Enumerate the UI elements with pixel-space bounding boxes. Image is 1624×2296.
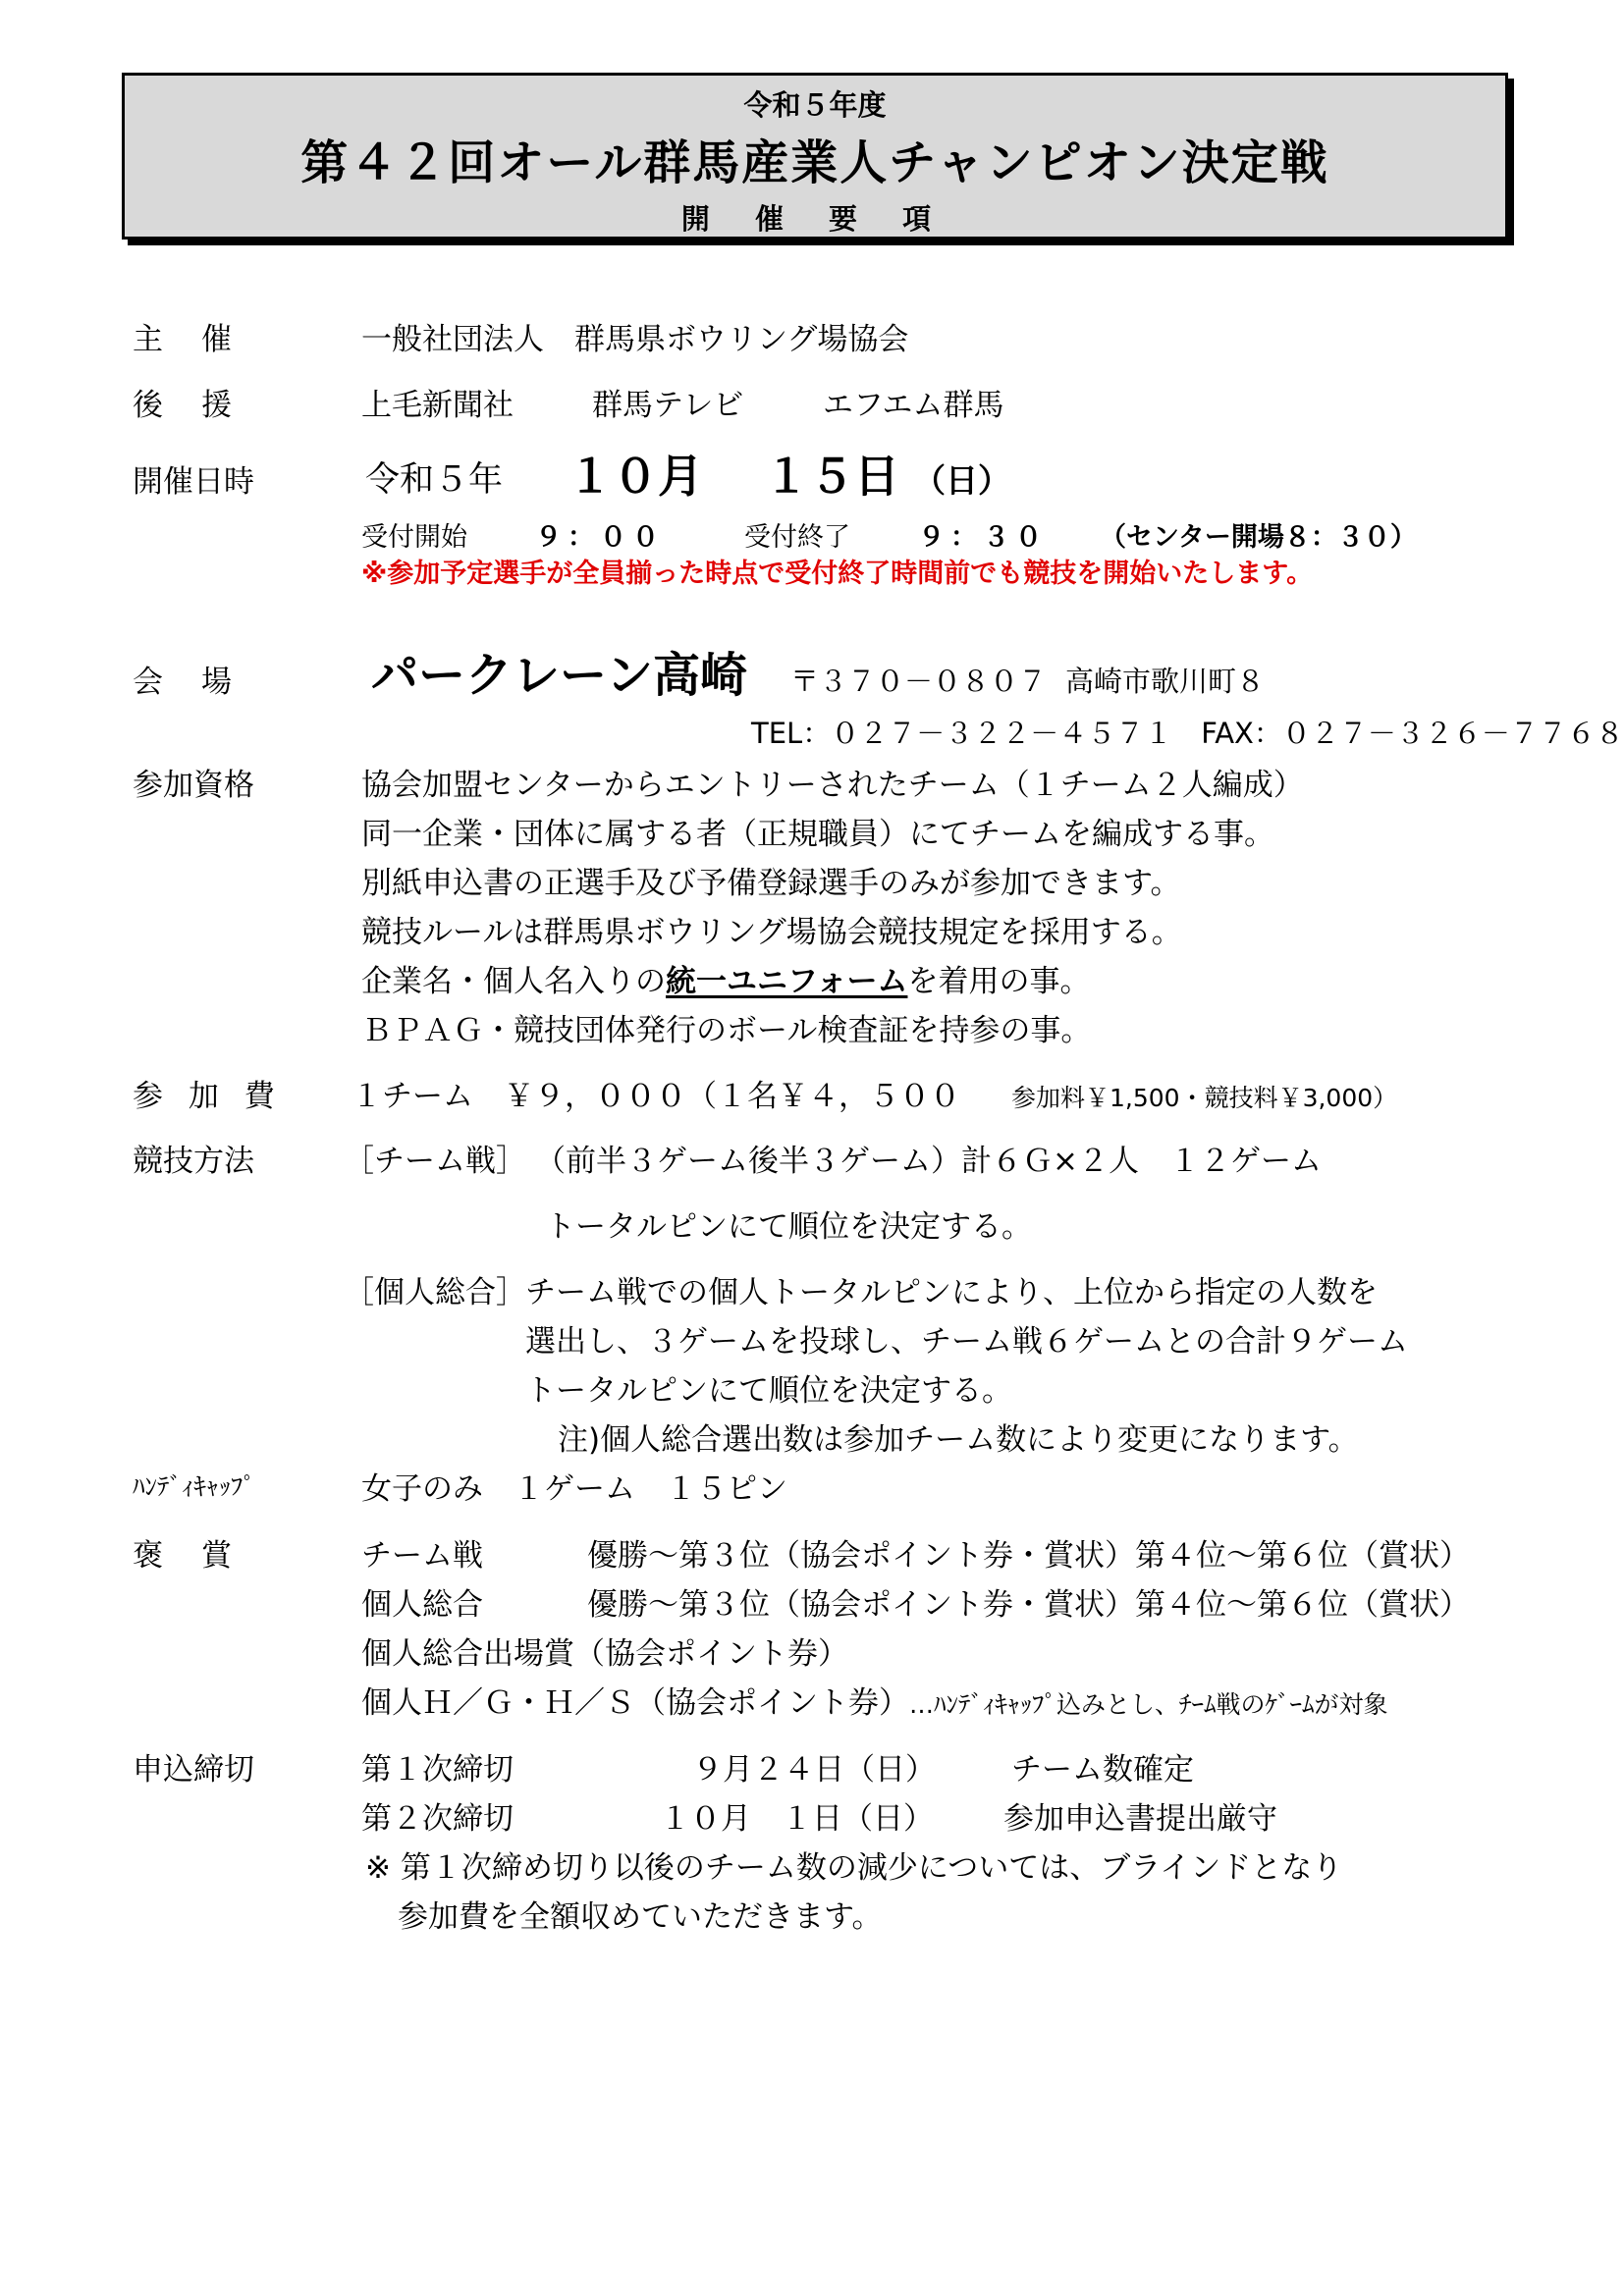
deadline-label: 申込締切 (133, 1752, 254, 1788)
start-notice: ※参加予定選手が全員揃った時点で受付終了時間前でも競技を開始いたします。 (361, 559, 1314, 589)
eligibility-label: 参加資格 (133, 768, 254, 803)
eligibility-line: 競技ルールは群馬県ボウリング場協会競技規定を採用する。 (361, 915, 1182, 950)
awards-label: 褒 賞 (133, 1538, 236, 1574)
individual-line: 選出し、３ゲームを投球し、チーム戦６ゲームとの合計９ゲーム (525, 1324, 1408, 1360)
eligibility-line: 同一企業・団体に属する者（正規職員）にてチームを編成する事。 (361, 817, 1274, 852)
reception-start-time: ９：００ (535, 522, 665, 553)
eligibility-line: 協会加盟センターからエントリーされたチーム（１チーム２人編成） (361, 768, 1304, 803)
document-subtitle: 開 催 要 項 (680, 202, 949, 236)
reduction-warning-cont: 参加費を全額収めていただきます。 (398, 1899, 883, 1935)
handicap-value: 女子のみ １ゲーム １５ピン (361, 1471, 787, 1507)
high-game-award (361, 1685, 1388, 1721)
team-ranking: トータルピンにて順位を決定する。 (545, 1209, 1032, 1245)
uniform-pre: 企業名・個人名入りの (361, 964, 666, 999)
venue-postal: 〒３７０－０８０７ (790, 665, 1048, 698)
team-format: （前半３ゲーム後半３ゲーム）計６Ｇ×２人 １２ゲーム (535, 1144, 1322, 1179)
second-deadline-label: 第２次締切 (361, 1801, 514, 1837)
team-award-value: 優勝～第３位（協会ポイント券・賞状）第４位～第６位（賞状） (587, 1538, 1470, 1574)
participation-award: 個人総合出場賞（協会ポイント券） (361, 1636, 848, 1672)
eligibility-line: 別紙申込書の正選手及び予備登録選手のみが参加できます。 (361, 866, 1181, 901)
date-month: １０月 (568, 450, 703, 503)
second-deadline-note: 参加申込書提出厳守 (1003, 1801, 1277, 1837)
fee-detail: 参加料￥1,500・競技料￥3,000） (1011, 1084, 1398, 1112)
sponsor-item: エフエム群馬 (823, 388, 1004, 423)
venue-address: 高崎市歌川町８ (1065, 665, 1266, 698)
individual-award-label: 個人総合 (361, 1587, 483, 1623)
individual-award-value: 優勝～第３位（協会ポイント券・賞状）第４位～第６位（賞状） (587, 1587, 1470, 1623)
uniform-line (361, 964, 1091, 999)
individual-line: チーム戦での個人トータルピンにより、上位から指定の人数を (525, 1275, 1378, 1310)
title-box (122, 73, 1508, 240)
individual-line: トータルピンにて順位を決定する。 (525, 1373, 1012, 1409)
first-deadline-note: チーム数確定 (1011, 1752, 1194, 1788)
date-day: １５日 (764, 450, 899, 503)
date-weekday: （日） (913, 461, 1010, 500)
uniform-emphasis: 統一ユニフォーム (666, 964, 908, 999)
sponsor-label: 後 援 (133, 388, 236, 423)
first-deadline-date: ９月２４日（日） (692, 1752, 936, 1788)
individual-tag: ［個人総合］ (344, 1275, 526, 1310)
organizer-value: 一般社団法人 群馬県ボウリング場協会 (361, 322, 909, 357)
sponsor-item: 群馬テレビ (592, 388, 744, 423)
reception-end-label: 受付終了 (744, 522, 850, 553)
event-title: 第４２回オール群馬産業人チャンピオン決定戦 (300, 135, 1329, 190)
team-award-label: チーム戦 (361, 1538, 483, 1574)
reduction-warning: ※ 第１次締め切り以後のチーム数の減少については、ブラインドとなり (365, 1850, 1343, 1886)
fee-value: １チーム ￥９，０００（１名￥４，５００ (352, 1079, 960, 1114)
date-era: 令和５年 (365, 460, 504, 500)
sponsor-item: 上毛新聞社 (361, 388, 514, 423)
first-deadline-label: 第１次締切 (361, 1752, 514, 1788)
reception-end-time: ９：３０ (918, 522, 1048, 553)
venue-name: パークレーン高崎 (371, 648, 748, 703)
team-tag: ［チーム戦］ (344, 1144, 526, 1179)
high-game-award-note: …ﾊﾝﾃﾞｨｷｬｯﾌﾟ込みとし、ﾁｰﾑ戦のｹﾞｰﾑが対象 (909, 1690, 1388, 1719)
ball-inspection-line: ＢＰＡＧ・競技団体発行のボール検査証を持参の事。 (361, 1013, 1092, 1048)
fiscal-year: 令和５年度 (743, 88, 887, 122)
individual-note: 注)個人総合選出数は参加チーム数により変更になります。 (558, 1422, 1359, 1458)
fee-label: 参 加 費 (133, 1079, 283, 1114)
organizer-label: 主 催 (133, 322, 236, 357)
center-open-time: （センター開場８：３０） (1100, 522, 1417, 553)
venue-label: 会 場 (133, 665, 236, 700)
uniform-post: を着用の事。 (907, 964, 1091, 999)
high-game-award-main: 個人Ｈ／Ｇ・Ｈ／Ｓ（協会ポイント券） (361, 1685, 909, 1721)
handicap-label: ﾊﾝﾃﾞｨｷｬｯﾌﾟ (133, 1472, 256, 1501)
date-label: 開催日時 (133, 464, 254, 500)
method-label: 競技方法 (133, 1144, 254, 1179)
reception-start-label: 受付開始 (361, 522, 467, 553)
venue-phone-fax: TEL：０２７－３２２－４５７１ FAX：０２７－３２６－７７６８ (751, 717, 1624, 750)
second-deadline-date: １０月 １日（日） (660, 1801, 934, 1837)
